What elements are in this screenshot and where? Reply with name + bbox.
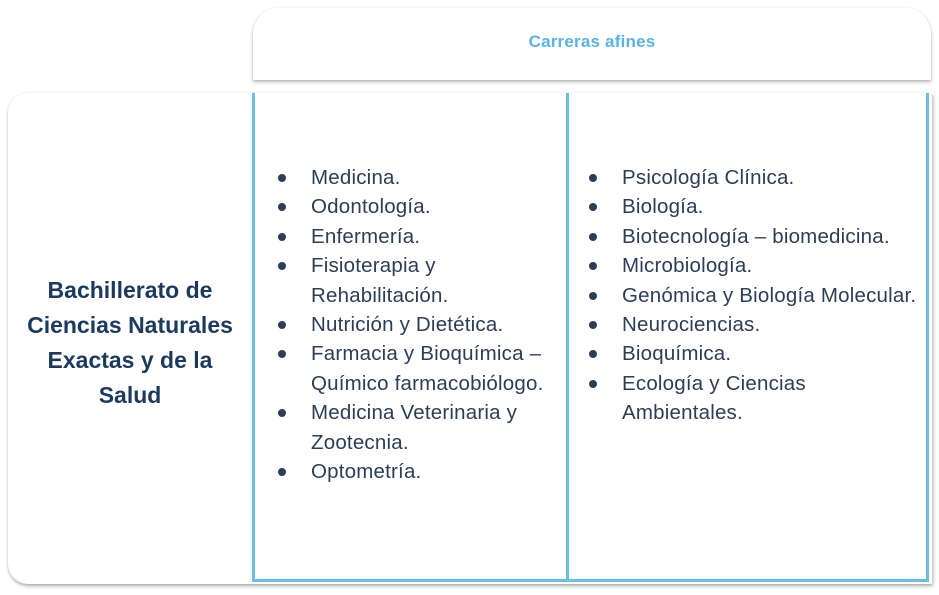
- bullet-icon: [589, 350, 597, 358]
- header-tab: [253, 8, 931, 80]
- bullet-icon: [278, 468, 286, 476]
- row-label: Bachillerato de Ciencias Naturales Exactas y de la Salud: [27, 276, 233, 408]
- list-item: [586, 163, 926, 192]
- list-item: [275, 163, 565, 192]
- list-item-text: Enfermería.: [311, 224, 421, 248]
- list-item: [275, 222, 565, 251]
- bullet-icon: [589, 292, 597, 300]
- list-item-text: Fisioterapia y Rehabilitación.: [311, 254, 449, 307]
- list-item: [275, 457, 565, 486]
- list-item: [275, 192, 565, 221]
- list-item-text: Biotecnología – biomedicina.: [622, 224, 890, 248]
- bullet-icon: [589, 203, 597, 211]
- list-item-text: Neurociencias.: [622, 313, 761, 337]
- bullet-icon: [589, 233, 597, 241]
- bullet-icon: [278, 262, 286, 270]
- list-item-text: Psicología Clínica.: [622, 166, 795, 189]
- list-item: [275, 398, 565, 457]
- list-item-text: Farmacia y Bioquímica – Químico farmacobiólogo.: [311, 342, 544, 395]
- list-item-text: Odontología.: [311, 195, 431, 219]
- list-item-text: Ecología y Ciencias Ambientales.: [622, 371, 806, 425]
- list-item-text: Biología.: [622, 195, 704, 219]
- list-item: [586, 192, 926, 221]
- header-title: Carreras afines: [528, 32, 656, 51]
- list-item: [586, 310, 926, 339]
- list-item: [586, 369, 926, 428]
- careers-list-b: [586, 163, 926, 428]
- list-item-text: Optometría.: [311, 460, 422, 484]
- list-item-text: Medicina Veterinaria y Zootecnia.: [311, 401, 518, 454]
- bullet-icon: [278, 233, 286, 241]
- careers-list-a: [275, 163, 565, 486]
- list-item-text: Microbiología.: [622, 254, 753, 278]
- list-item-text: Bioquímica.: [622, 342, 732, 366]
- list-item-text: Medicina.: [311, 166, 401, 189]
- list-item: [275, 310, 565, 339]
- list-item: [586, 251, 926, 280]
- row-label-cell: [8, 93, 252, 584]
- list-item: [275, 251, 565, 310]
- list-item-text: Genómica y Biología Molecular.: [622, 283, 917, 307]
- bullet-icon: [589, 321, 597, 329]
- careers-column-a: [252, 93, 569, 582]
- bullet-icon: [589, 262, 597, 270]
- bullet-icon: [589, 174, 597, 182]
- list-item: [586, 339, 926, 368]
- list-item: [275, 339, 565, 398]
- bullet-icon: [278, 350, 286, 358]
- careers-column-b: [566, 93, 929, 582]
- list-item: [586, 281, 926, 310]
- bullet-icon: [589, 380, 597, 388]
- careers-table: [8, 93, 932, 584]
- bullet-icon: [278, 321, 286, 329]
- bullet-icon: [278, 203, 286, 211]
- list-item: [586, 222, 926, 251]
- list-item-text: Nutrición y Dietética.: [311, 313, 504, 337]
- bullet-icon: [278, 174, 286, 182]
- bullet-icon: [278, 409, 286, 417]
